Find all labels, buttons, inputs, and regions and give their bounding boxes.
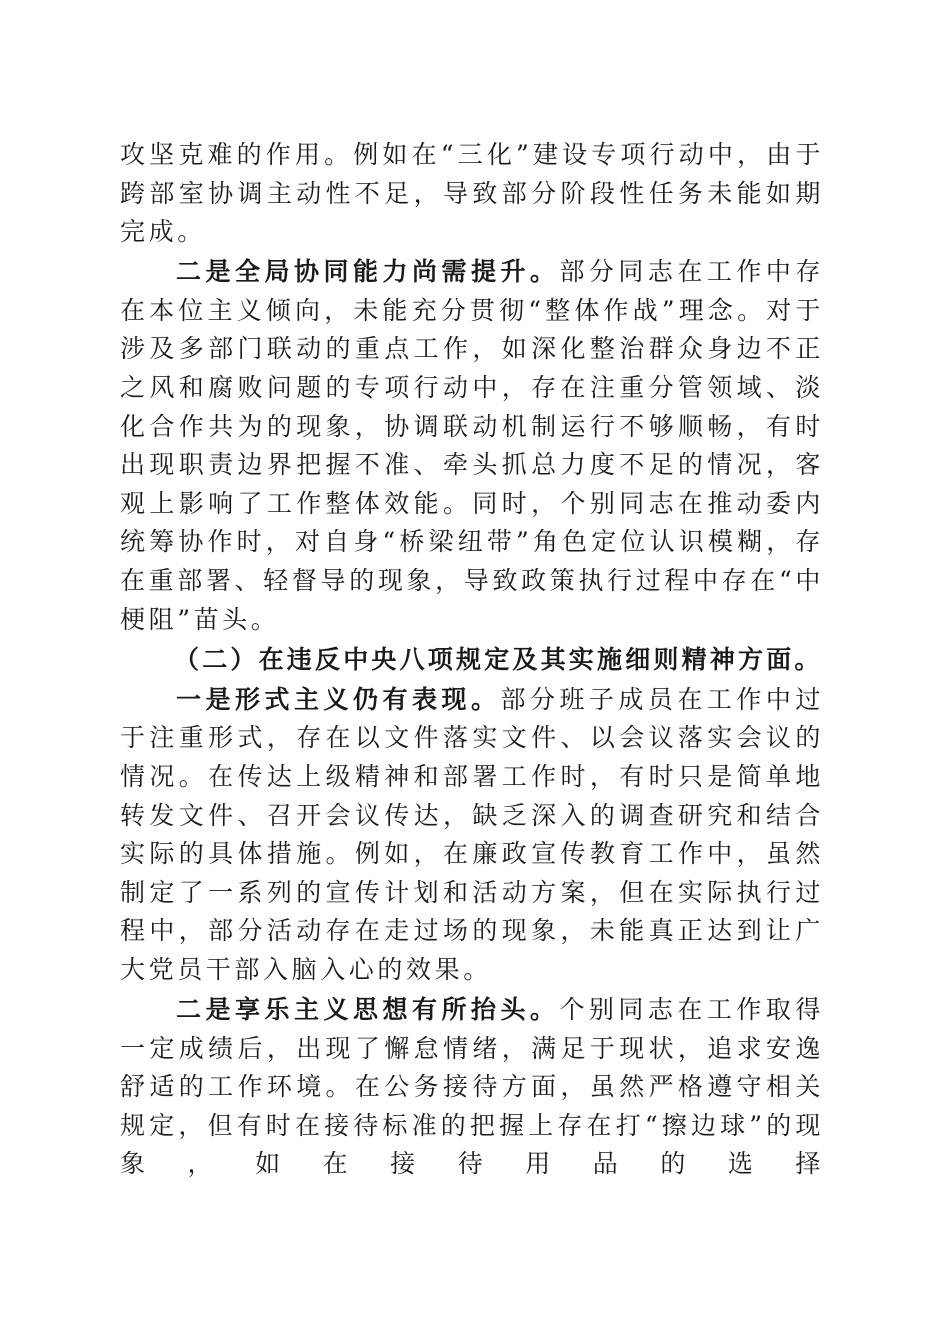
paragraph-text: 部分班子成员在工作中过于注重形式，存在以文件落实文件、以会议落实会议的情况。在传达上级精神和部署工作时，有时只是简单地转发文件、召开会议传达，缺乏深入的调查研究和结合实际的具体措施。例如，在廉政宣传教育工作中，虽然制定了一系列的宣传计划和活动方案，但在实际执行过程中，部分活动存在走过场的现象，未能真正达到让广大党员干部入脑入心的效果。 — [120, 684, 824, 984]
paragraph-hedonism — [120, 991, 824, 1184]
paragraph-text: 攻坚克难的作用。例如在“三化”建设专项行动中，由于跨部室协调主动性不足，导致部分阶段性任务未能如期完成。 — [120, 140, 824, 247]
paragraph-text: 个别同志在工作取得一定成绩后，出现了懈怠情绪，满足于现状，追求安逸舒适的工作环境。在公务接待方面，虽然严格遵守相关规定，但有时在接待标准的把握上存在打“擦边球”的现象，如在接待用品的选择 — [120, 995, 824, 1179]
document-page — [120, 136, 824, 1184]
paragraph-continuation — [120, 136, 824, 252]
paragraph-lead: 一是形式主义仍有表现。 — [176, 684, 501, 714]
paragraph-coordination — [120, 253, 824, 639]
paragraph-lead: 二是全局协同能力尚需提升。 — [176, 257, 560, 287]
section-heading: （二）在违反中央八项规定及其实施细则精神方面。 — [174, 644, 823, 674]
paragraph-text: 部分同志在工作中存在本位主义倾向，未能充分贯彻“整体作战”理念。对于涉及多部门联动的重点工作，如深化整治群众身边不正之风和腐败问题的专项行动中，存在注重分管领域、淡化合作共为的现象，协调联动机制运行不够顺畅，有时出现职责边界把握不准、牵头抓总力度不足的情况，客观上影响了工作整体效能。同时，个别同志在推动委内统筹协作时，对自身“桥梁纽带”角色定位认识模糊，存在重部署、轻督导的现象，导致政策执行过程中存在“中梗阻”苗头。 — [120, 257, 824, 634]
paragraph-lead: 二是享乐主义思想有所抬头。 — [176, 995, 560, 1025]
paragraph-formalism — [120, 681, 824, 990]
